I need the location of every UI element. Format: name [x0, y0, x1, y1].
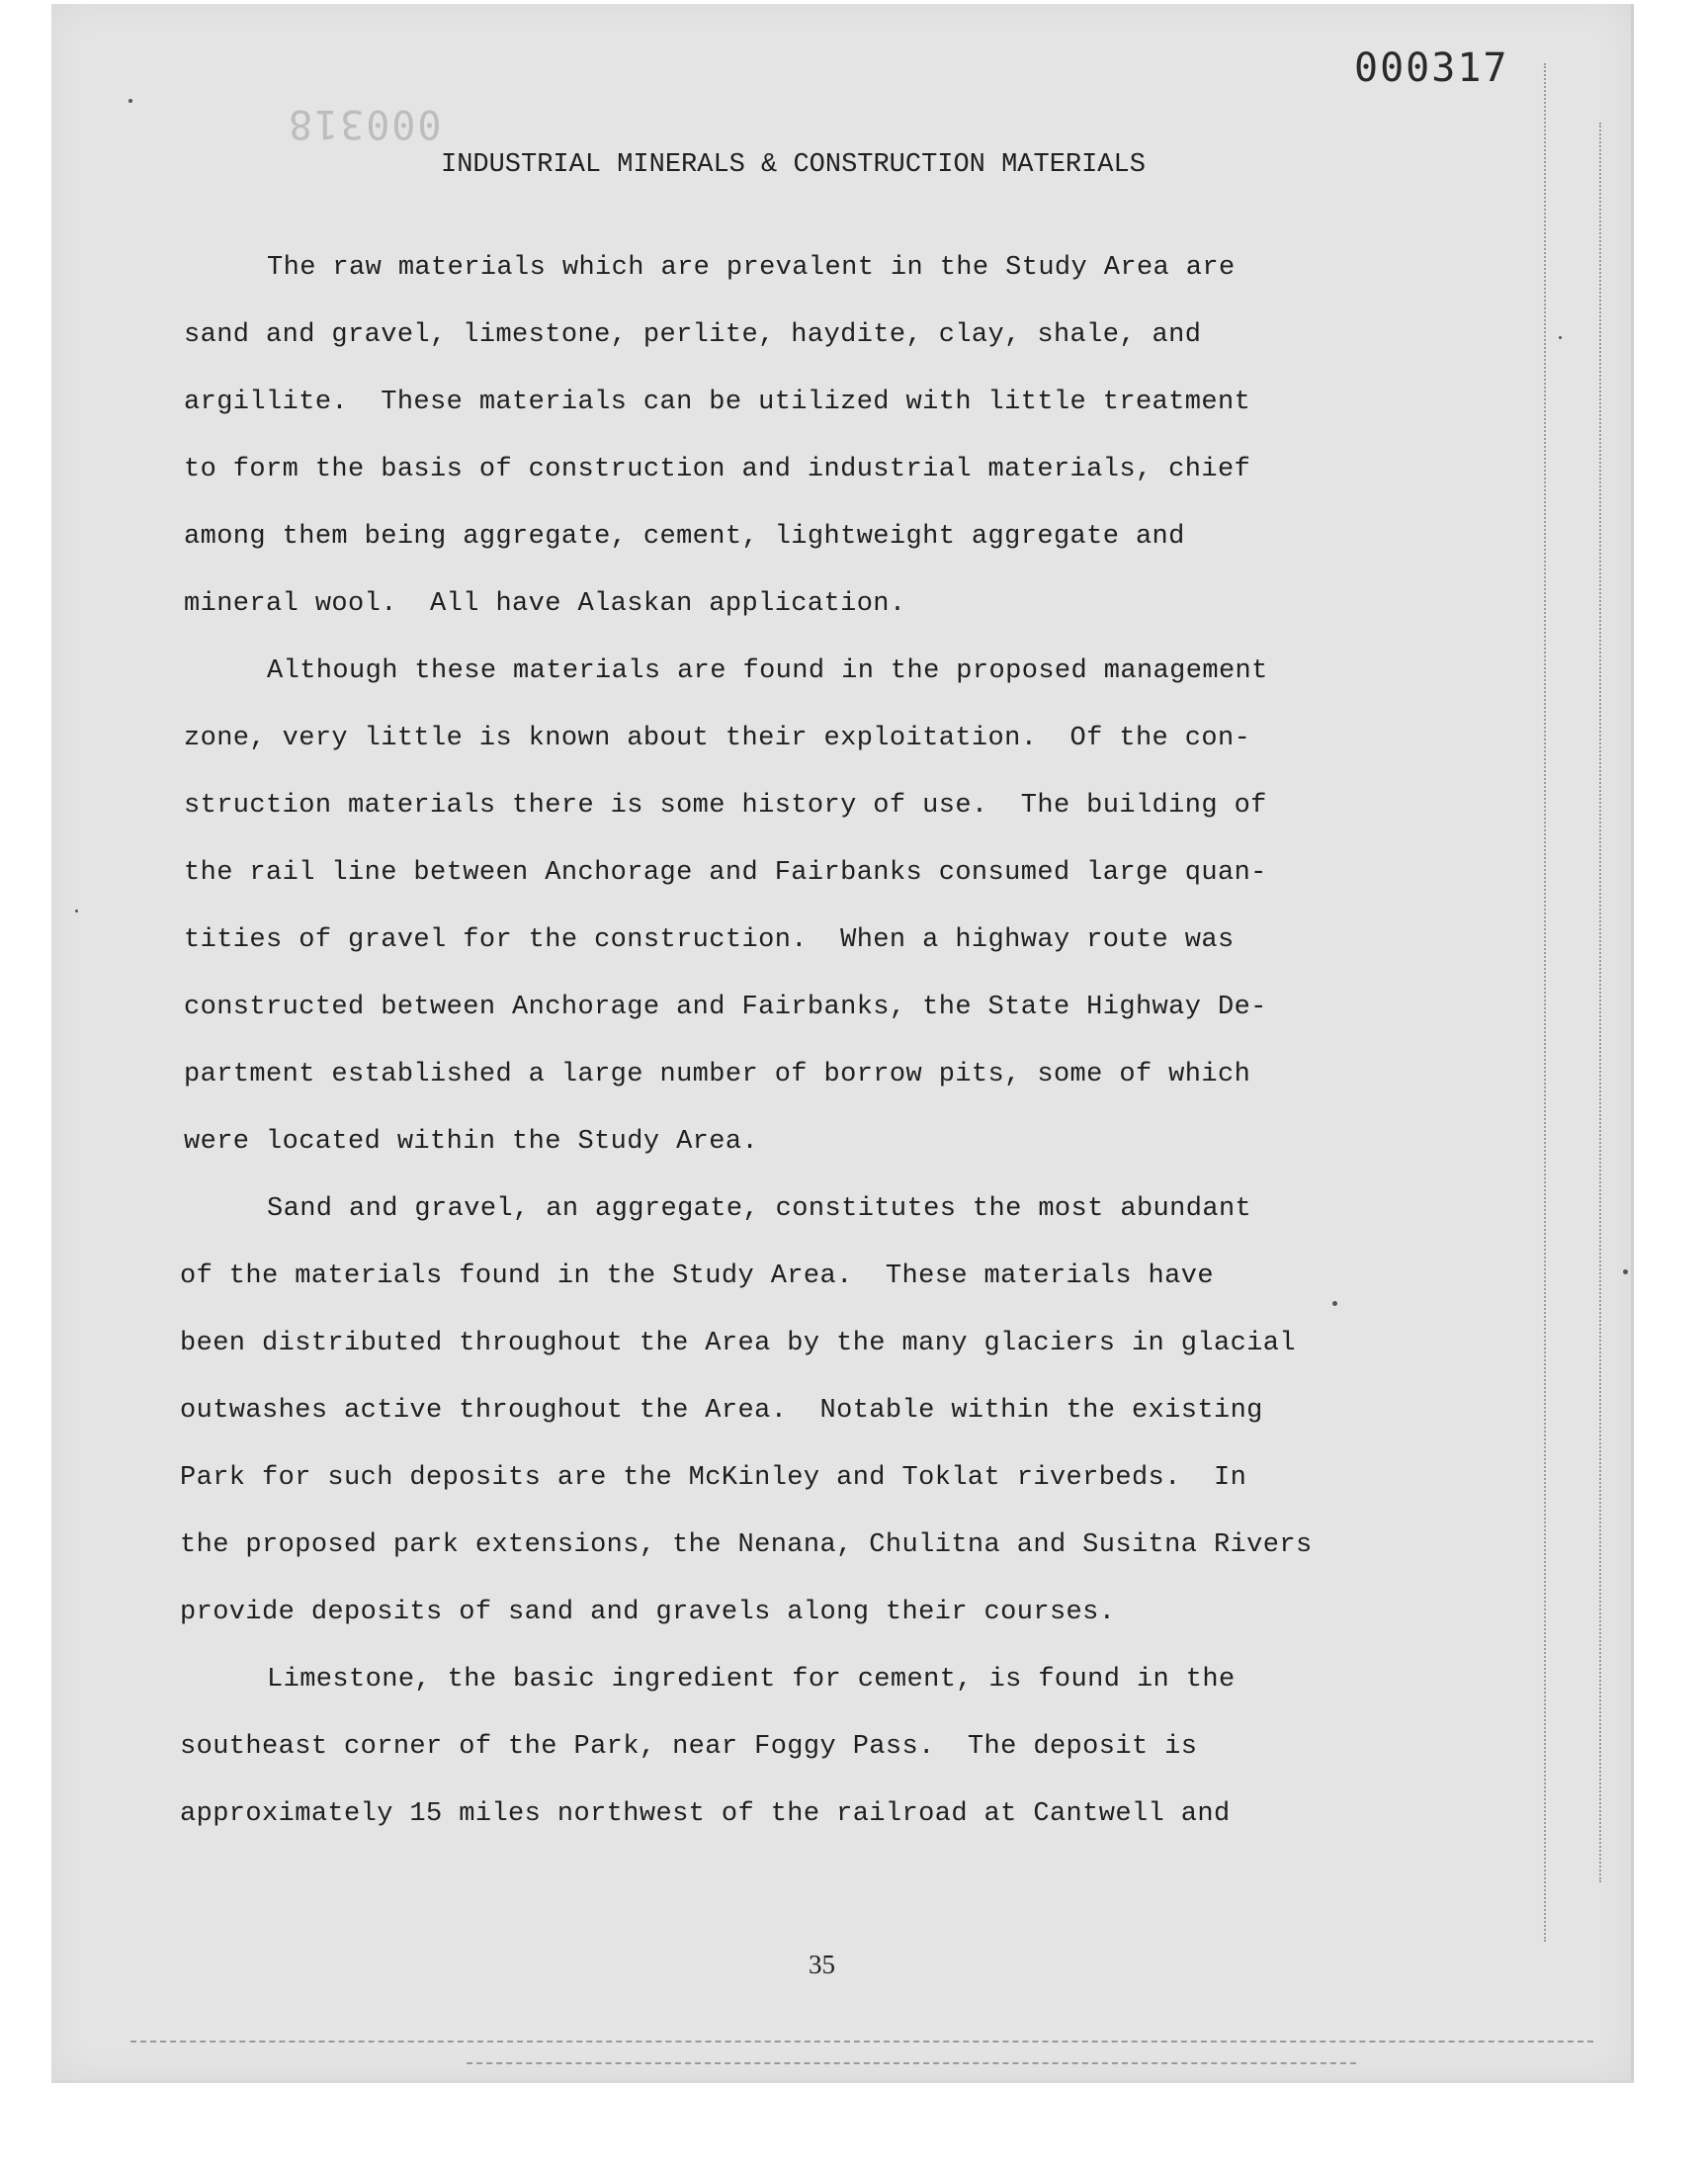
scan-speck: [1559, 336, 1562, 339]
text-line: sand and gravel, limestone, perlite, haydite, clay, shale, and: [184, 320, 1202, 350]
page-number: 35: [809, 1950, 835, 1979]
scan-speck: [128, 99, 132, 103]
text-line: the proposed park extensions, the Nenana, Chulitna and Susitna Rivers: [180, 1530, 1313, 1560]
text-line: Sand and gravel, an aggregate, constitutes the most abundant: [267, 1194, 1252, 1224]
text-line: southeast corner of the Park, near Foggy Pass. The deposit is: [180, 1732, 1198, 1762]
scan-speck: [1623, 1269, 1628, 1274]
text-line: the rail line between Anchorage and Fairbanks consumed large quan-: [184, 858, 1267, 888]
text-line: Park for such deposits are the McKinley and Toklat riverbeds. In: [180, 1463, 1247, 1493]
text-line: provide deposits of sand and gravels along their courses.: [180, 1598, 1116, 1627]
text-line: outwashes active throughout the Area. Notable within the existing: [180, 1396, 1263, 1426]
text-line: Limestone, the basic ingredient for cement, is found in the: [267, 1665, 1236, 1695]
text-line: partment established a large number of borrow pits, some of which: [184, 1060, 1251, 1089]
scan-edge-artifact: [1544, 63, 1546, 1942]
text-line: zone, very little is known about their exploitation. Of the con-: [184, 724, 1251, 753]
text-line: of the materials found in the Study Area. These materials have: [180, 1262, 1214, 1291]
scan-edge-artifact: [467, 2062, 1356, 2064]
text-line: Although these materials are found in the proposed management: [267, 656, 1268, 686]
scan-speck: [1332, 1301, 1337, 1306]
ghost-bleed-through-stamp: 000318: [287, 101, 442, 146]
text-line: constructed between Anchorage and Fairbanks, the State Highway De-: [184, 993, 1267, 1022]
scan-edge-artifact: [130, 2041, 1593, 2043]
text-line: been distributed throughout the Area by the many glaciers in glacial: [180, 1329, 1296, 1358]
text-line: among them being aggregate, cement, lightweight aggregate and: [184, 522, 1185, 552]
scanned-page: [51, 4, 1634, 2083]
text-line: to form the basis of construction and industrial materials, chief: [184, 455, 1251, 484]
text-line: argillite. These materials can be utilized with little treatment: [184, 388, 1251, 417]
text-line: approximately 15 miles northwest of the railroad at Cantwell and: [180, 1799, 1231, 1829]
scan-edge-artifact: [1599, 123, 1601, 1882]
document-stamp-number: 000317: [1354, 45, 1509, 91]
scan-speck: [75, 910, 78, 913]
text-line: tities of gravel for the construction. When a highway route was: [184, 925, 1235, 955]
text-line: struction materials there is some history of use. The building of: [184, 791, 1267, 821]
text-line: mineral wool. All have Alaskan application.: [184, 589, 906, 619]
section-title: INDUSTRIAL MINERALS & CONSTRUCTION MATERIALS: [441, 150, 1146, 180]
text-line: The raw materials which are prevalent in the Study Area are: [267, 253, 1236, 283]
text-line: were located within the Study Area.: [184, 1127, 759, 1157]
